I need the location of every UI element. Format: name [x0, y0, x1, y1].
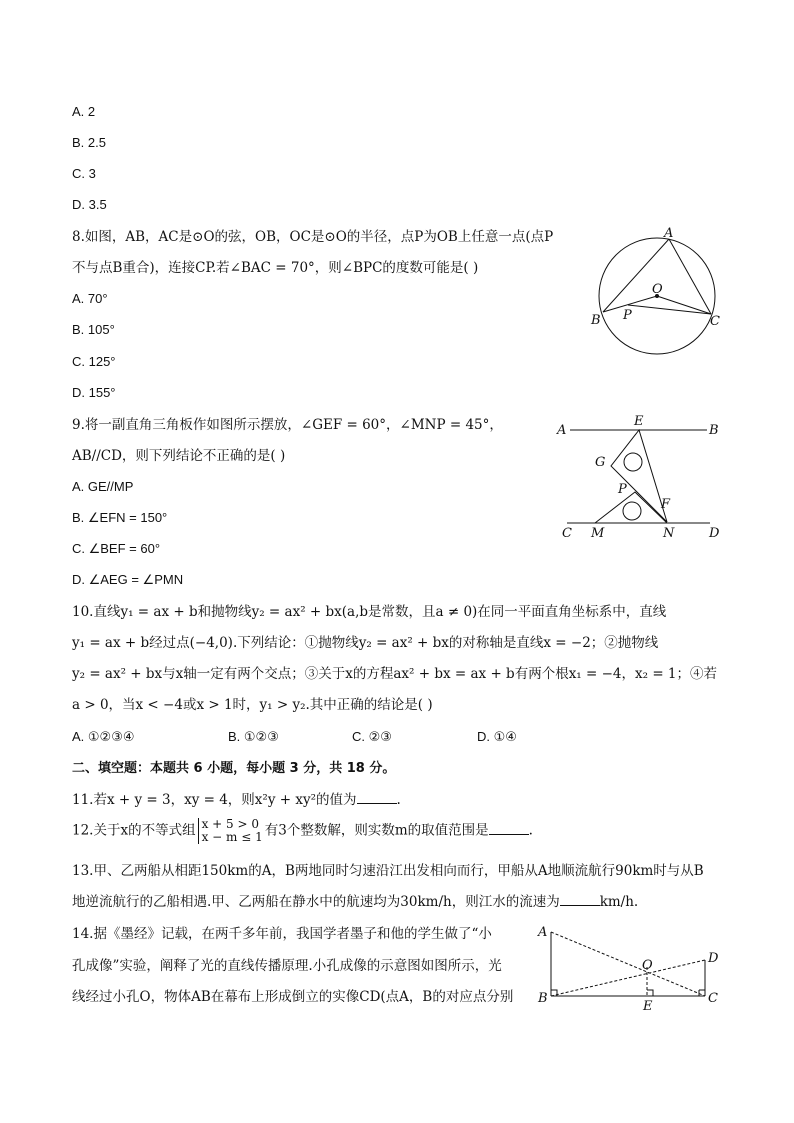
q8-option-a: A. 70° — [72, 291, 108, 306]
q11-stem — [72, 791, 401, 809]
q10-option-c: C. ②③ — [352, 729, 392, 744]
q8-label-c: C — [710, 314, 720, 329]
q14-label-d: D — [708, 951, 719, 966]
q14-stem-line2: 孔成像”实验，阐释了光的直线传播原理.小孔成像的示意图如图所示，光 — [72, 958, 502, 974]
q7-option-c: C. 3 — [72, 166, 96, 181]
q8-stem-line1: 8.如图，AB，AC是⊙O的弦，OB，OC是⊙O的半径，点P为OB上任意一点(点P — [72, 229, 554, 245]
section-2-heading: 二、填空题：本题共 6 小题，每小题 3 分，共 18 分。 — [72, 761, 396, 776]
q11-text: 11.若x + y = 3，xy = 4，则x²y + xy²的值为 — [72, 792, 357, 808]
q7-option-b: B. 2.5 — [72, 135, 106, 150]
q7-option-d: D. 3.5 — [72, 197, 107, 212]
q10-option-d: D. ①④ — [477, 729, 517, 744]
q9-label-n: N — [663, 526, 675, 541]
q10-option-a: A. ①②③④ — [72, 729, 135, 744]
q9-label-a: A — [557, 423, 567, 438]
q14-label-o: O — [642, 958, 653, 973]
q12-ineq-2: x − m ≤ 1 — [201, 830, 263, 844]
q9-label-e: E — [634, 414, 644, 429]
q12-answer-blank[interactable] — [489, 822, 529, 835]
q8-label-a: A — [664, 226, 674, 241]
q9-option-a: A. GE//MP — [72, 479, 134, 494]
q13-text: 地逆流航行的乙船相遇.甲、乙两船在静水中的航速均为30km/h，则江水的流速为 — [72, 894, 560, 910]
q8-option-b: B. 105° — [72, 322, 115, 337]
q12-stem — [72, 818, 533, 844]
q9-label-b: B — [709, 423, 719, 438]
q8-option-d: D. 155° — [72, 385, 116, 400]
q12-inequality-system — [198, 818, 263, 844]
q14-stem-line3: 线经过小孔O，物体AB在幕布上形成倒立的实像CD(点A，B的对应点分别 — [72, 989, 514, 1005]
q8-label-o: O — [652, 282, 663, 297]
q12-text-before: 12.关于x的不等式组 — [72, 822, 196, 839]
q14-label-e: E — [643, 999, 653, 1012]
q9-option-d: D. ∠AEG = ∠PMN — [72, 572, 184, 587]
q12-period: . — [528, 822, 533, 839]
q10-stem-line4: a > 0，当x < −4或x > 1时，y₁ > y₂.其中正确的结论是( ) — [72, 697, 433, 713]
q11-period: . — [396, 792, 401, 808]
q14-label-b: B — [538, 991, 548, 1006]
q9-stem-line2: AB//CD，则下列结论不正确的是( ) — [72, 448, 286, 464]
q11-answer-blank[interactable] — [357, 791, 397, 804]
q9-label-g: G — [595, 455, 606, 470]
q8-option-c: C. 125° — [72, 354, 116, 369]
q9-label-f: F — [661, 497, 671, 512]
q14-label-a: A — [538, 925, 548, 940]
q14-label-c: C — [708, 991, 718, 1006]
q13-stem-line1: 13.甲、乙两船从相距150km的A，B两地同时匀速沿江出发相向而行，甲船从A地顺流航行90km时与从B — [72, 863, 704, 879]
q8-label-p: P — [623, 308, 632, 323]
q13-stem-line2 — [72, 893, 638, 911]
q8-label-b: B — [591, 313, 601, 328]
q9-label-m: M — [591, 526, 605, 541]
q9-triangles-figure — [555, 412, 735, 542]
q12-text-after: 有3个整数解，则实数m的取值范围是 — [264, 822, 489, 839]
q9-label-d: D — [709, 526, 720, 541]
q9-label-p: P — [618, 482, 627, 497]
q10-stem-line1: 10.直线y₁ = ax + b和抛物线y₂ = ax² + bx(a,b是常数，且a ≠ 0)在同一平面直角坐标系中，直线 — [72, 604, 667, 620]
q7-option-a: A. 2 — [72, 104, 96, 119]
q13-unit: km/h. — [599, 894, 639, 910]
q10-stem-line3: y₂ = ax² + bx与x轴一定有两个交点；③关于x的方程ax² + bx = ax + b有两个根x₁ = −4，x₂ = 1；④若 — [72, 666, 718, 682]
q12-ineq-1: x + 5 > 0 — [201, 817, 259, 831]
q14-pinhole-figure — [535, 922, 725, 1012]
q9-option-b: B. ∠EFN = 150° — [72, 510, 168, 525]
q8-stem-line2: 不与点B重合)，连接CP.若∠BAC = 70°，则∠BPC的度数可能是( ) — [72, 260, 479, 276]
q14-stem-line1: 14.据《墨经》记载，在两千多年前，我国学者墨子和他的学生做了“小 — [72, 926, 492, 942]
q13-answer-blank[interactable] — [560, 893, 600, 906]
q10-stem-line2: y₁ = ax + b经过点(−4,0).下列结论：①抛物线y₂ = ax² + bx的对称轴是直线x = −2；②抛物线 — [72, 635, 659, 651]
q9-option-c: C. ∠BEF = 60° — [72, 541, 161, 556]
q10-option-b: B. ①②③ — [228, 729, 279, 744]
q9-stem-line1: 9.将一副直角三角板作如图所示摆放，∠GEF = 60°，∠MNP = 45°， — [72, 417, 503, 433]
q9-label-c: C — [562, 526, 572, 541]
q8-circle-figure — [590, 222, 740, 362]
